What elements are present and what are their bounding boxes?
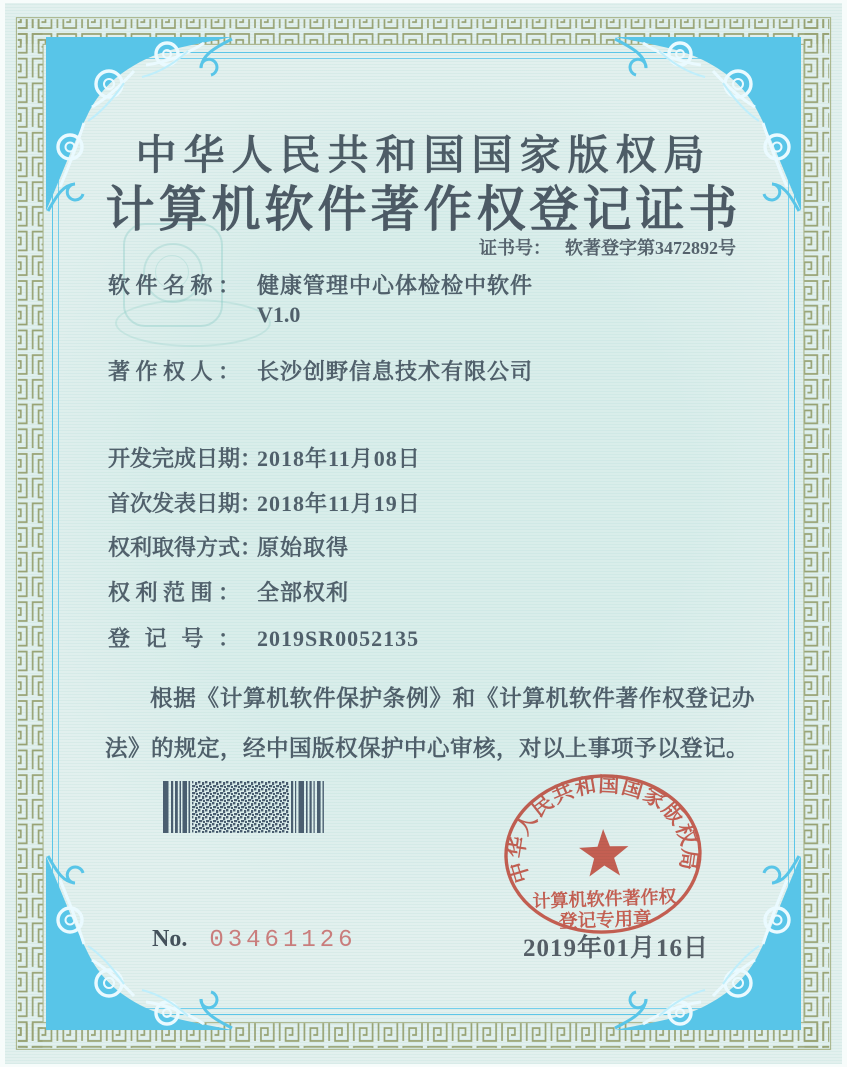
field-value: 全部权利 (257, 580, 350, 605)
certificate-number-line (479, 234, 736, 260)
certificate-title: 计算机软件著作权登记证书 (105, 182, 742, 237)
certificate-number-label: 证书号： (479, 238, 551, 258)
field-registration-number (108, 622, 419, 653)
watermark-ripple (115, 299, 271, 347)
seal-line1: 计算机软件著作权 (532, 886, 677, 912)
field-label: 软件名称： (108, 273, 240, 298)
field-software-name (108, 269, 533, 300)
field-development-completed-date (108, 442, 421, 473)
field-label: 登记号： (108, 626, 240, 651)
field-label: 开发完成日期： (108, 446, 263, 471)
field-label: 权利范围： (108, 580, 240, 605)
serial-label: No. (152, 926, 188, 952)
field-value: 2018年11月08日 (257, 446, 421, 471)
serial-number: 03461126 (209, 927, 357, 954)
field-label: 著作权人： (108, 359, 240, 384)
field-label: 首次发表日期： (108, 491, 263, 516)
field-label: 权利取得方式： (108, 535, 263, 560)
seal-line2: 登记专用章 (558, 909, 652, 933)
field-software-version: V1.0 (257, 302, 301, 327)
registration-statement: 根据《计算机软件保护条例》和《计算机软件著作权登记办法》的规定，经中国版权保护中心审核，对以上事项予以登记。 (105, 686, 755, 761)
field-value: 原始取得 (257, 535, 350, 560)
official-seal (499, 765, 709, 944)
certificate-number-value: 软著登字第3472892号 (565, 238, 736, 258)
seal-arc-text: 中华人民共和国国家版权局 (504, 772, 702, 886)
field-value: 长沙创野信息技术有限公司 (257, 359, 534, 384)
field-value: 2018年11月19日 (257, 491, 421, 516)
serial-number-line (152, 926, 357, 954)
field-rights-acquisition-method (108, 531, 349, 562)
field-value: 健康管理中心体检检中软件 (257, 273, 534, 298)
barcode (163, 781, 325, 833)
field-copyright-owner (108, 355, 533, 386)
field-rights-scope (108, 576, 349, 607)
issue-date: 2019年01月16日 (523, 935, 710, 962)
star-icon (578, 828, 629, 877)
certificate-page (5, 3, 842, 1064)
field-value: 2019SR0052135 (257, 626, 420, 651)
authority-title: 中华人民共和国国家版权局 (135, 132, 712, 178)
field-first-publication-date (108, 487, 421, 518)
svg-text:中华人民共和国国家版权局 (501, 769, 703, 886)
